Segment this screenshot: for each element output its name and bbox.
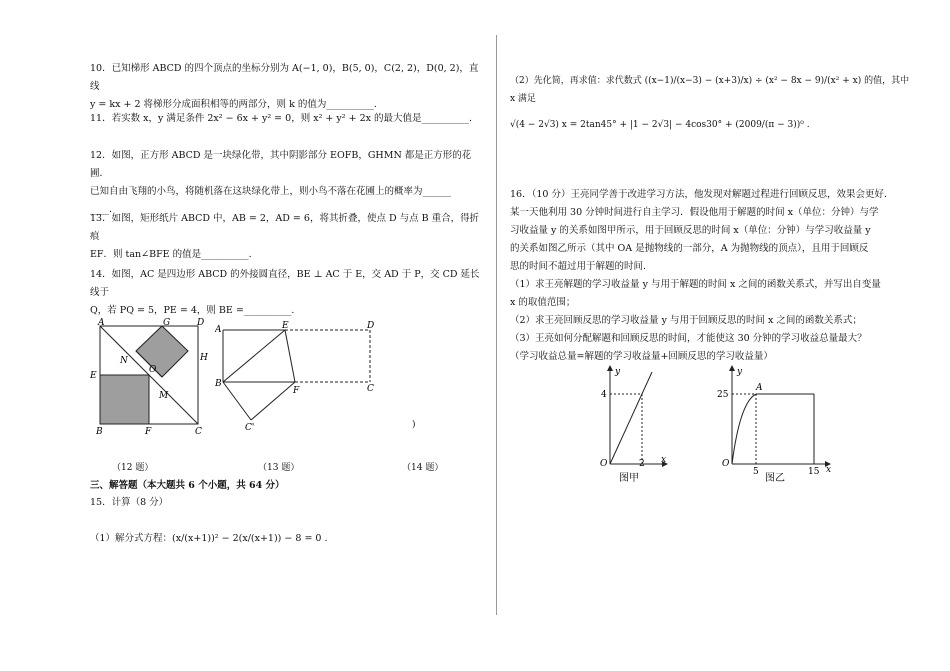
svg-text:C': C': [245, 423, 255, 433]
svg-text:A: A: [215, 325, 222, 335]
svg-text:x: x: [661, 455, 667, 465]
svg-text:D: D: [197, 318, 205, 328]
svg-text:O: O: [722, 459, 730, 469]
svg-text:F: F: [145, 427, 152, 436]
caption-14: （14 题）: [402, 463, 444, 473]
svg-text:B: B: [215, 379, 222, 389]
svg-text:y: y: [615, 367, 621, 377]
svg-text:E: E: [282, 321, 289, 331]
svg-text:A: A: [756, 383, 763, 393]
svg-text:O: O: [149, 365, 157, 375]
svg-text:N: N: [120, 356, 128, 366]
svg-text:M: M: [159, 391, 169, 401]
question-15-part-1: （1）解分式方程：(x/(x+1))² − 2(x/(x+1)) − 8 = 0 .: [90, 533, 328, 544]
svg-text:图乙: 图乙: [765, 473, 785, 484]
svg-text:G: G: [163, 318, 171, 328]
question-10: 10．已知梯形 ABCD 的四个顶点的坐标分别为 A(−1, 0)，B(5, 0)，C(2, 2)，D(0, 2)，直线 y = kx + 2 将梯形分成面积相等的两部分，则 k 的值为__________.: [90, 63, 479, 110]
svg-text:B: B: [96, 427, 103, 436]
graph-yi: [710, 362, 835, 484]
figure-12: [90, 318, 215, 436]
figure-14-placeholder: ): [412, 420, 416, 430]
column-divider: [496, 35, 497, 615]
svg-text:x: x: [826, 465, 832, 475]
svg-text:A: A: [98, 318, 105, 328]
svg-text:5: 5: [753, 467, 759, 477]
svg-text:E: E: [90, 371, 97, 381]
question-15-part-2: （2）先化简，再求值：求代数式 ((x−1)/(x−3) − (x+3)/x) ÷ (x² − 8x − 9)/(x² + x) 的值，其中 x 满足 √(4 − 2√3) x = 2tan45° + |1 − 2√3| − 4cos30° + (2009/(π − 3))⁰ .: [510, 76, 910, 130]
question-11: 11．若实数 x，y 满足条件 2x² − 6x + y² = 0，则 x² + y² + 2x 的最大值是__________.: [90, 113, 473, 124]
svg-text:O: O: [600, 459, 608, 469]
svg-text:25: 25: [717, 390, 729, 400]
svg-text:图甲: 图甲: [619, 473, 639, 484]
question-12: 12．如图，正方形 ABCD 是一块绿化带，其中阴影部分 EOFB，GHMN 都是正方形的花圃． 已知自由飞翔的小鸟，将随机落在这块绿化带上，则小鸟不落在花圃上的概率为______ ____.: [90, 150, 472, 215]
question-14: 14．如图，AC 是四边形 ABCD 的外接圆直径，BE ⊥ AC 于 E，交 AD 于 P，交 CD 延长线于 Q，若 PQ = 5，PE = 4，则 BE =__________.: [90, 269, 480, 316]
question-13: 13．如图，矩形纸片 ABCD 中，AB = 2，AD = 6，将其折叠，使点 D 与点 B 重合，得折痕 EF．则 tan∠BFE 的值是__________.: [90, 213, 480, 260]
svg-text:D: D: [367, 321, 375, 331]
question-16: 16．（10 分）王亮同学善于改进学习方法，他发现对解题过程进行回顾反思，效果会更好． 某一天他利用 30 分钟时间进行自主学习．假设他用于解题的时间 x（单位：分钟）与学 习收益量 y 的关系如图甲所示，用于回顾反思的时间 x（单位：分钟）与学习收益量 y 的关系如图乙所示（其中 OA 是抛物线的一部分，A 为抛物线的顶点），且用于回顾反 思的时间不超过用于解题的时间. （1）求王亮解题的学习收益量 y 与用于解题的时间 x 之间的函数关系式，并写出自变量 x 的取值范围； （2）求王亮回顾反思的学习收益量 y 与用于回顾反思的时间 x 之间的函数关系式； （3）王亮如何分配解题和回顾反思的时间，才能使这 30 分钟的学习收益总量最大？ （学习收益总量=解题的学习收益量+回顾反思的学习收益量）: [510, 189, 894, 362]
svg-text:15: 15: [808, 467, 820, 477]
figure-13: [215, 320, 385, 435]
svg-text:C: C: [195, 427, 202, 436]
svg-text:y: y: [737, 367, 743, 377]
svg-text:H: H: [200, 353, 208, 363]
svg-text:4: 4: [601, 390, 607, 400]
question-15: 15．计算（8 分）: [90, 497, 169, 508]
svg-text:C: C: [367, 384, 374, 394]
svg-text:F: F: [293, 386, 300, 396]
svg-text:2: 2: [639, 459, 645, 469]
section-3-title: 三、解答题（本大题共 6 个小题，共 64 分）: [90, 480, 285, 491]
caption-12: （12 题）: [112, 463, 154, 473]
graph-jia: [595, 362, 675, 484]
caption-13: （13 题）: [258, 463, 300, 473]
